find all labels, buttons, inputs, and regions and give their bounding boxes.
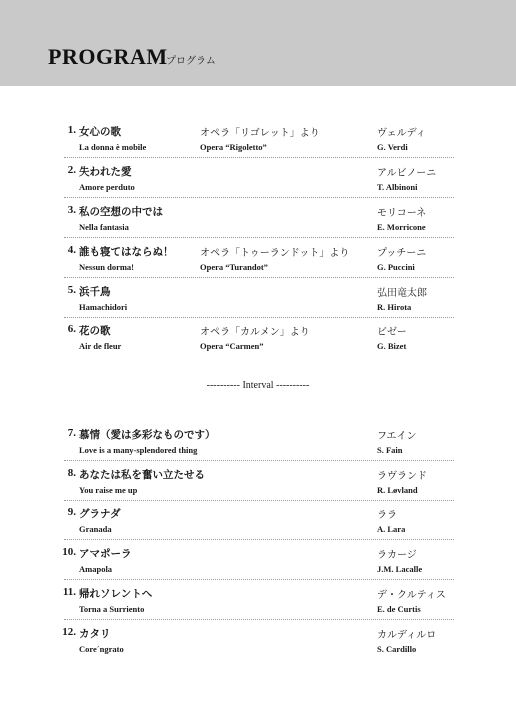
song-title-en: Air de fleur xyxy=(79,341,122,351)
item-separator xyxy=(64,539,454,540)
program-item xyxy=(0,427,516,461)
song-title-en: Hamachidori xyxy=(79,302,128,312)
song-title-jp: 誰も寝てはならぬ！ xyxy=(79,246,174,258)
composer-en: J.M. Lacalle xyxy=(377,564,423,574)
header-band xyxy=(0,0,516,86)
program-item xyxy=(0,204,516,238)
composer-jp: カルディルロ xyxy=(377,630,437,641)
item-separator xyxy=(64,197,454,198)
song-title-jp: あなたは私を奮い立たせる xyxy=(79,469,205,481)
program-item xyxy=(0,626,516,660)
page-title: PROGRAM xyxy=(48,44,168,69)
item-number: 10. xyxy=(62,546,76,558)
composer-en: E. de Curtis xyxy=(377,604,421,614)
composer-en: G. Puccini xyxy=(377,262,415,272)
song-title-en: Granada xyxy=(79,524,112,534)
composer-en: S. Cardillo xyxy=(377,644,417,654)
composer-jp: ラカージ xyxy=(377,550,417,561)
opera-source-jp: オペラ「トゥーランドット」より xyxy=(200,248,350,259)
item-separator xyxy=(64,317,454,318)
item-number: 1. xyxy=(67,124,76,136)
opera-source-jp: オペラ「カルメン」より xyxy=(200,327,310,338)
program-item xyxy=(0,323,516,357)
song-title-en: Amore perduto xyxy=(79,182,135,192)
opera-source-jp: オペラ「リゴレット」より xyxy=(200,128,320,139)
song-title-jp: 花の歌 xyxy=(79,325,111,337)
composer-jp: デ・クルティス xyxy=(377,590,446,601)
program-item xyxy=(0,506,516,540)
composer-en: G. Verdi xyxy=(377,142,408,152)
program-item xyxy=(0,244,516,278)
item-number: 3. xyxy=(67,204,76,216)
item-separator xyxy=(64,460,454,461)
song-title-en: Core´ngrato xyxy=(79,644,124,654)
program-item xyxy=(0,467,516,501)
composer-jp: アルビノーニ xyxy=(377,168,437,179)
song-title-jp: グラナダ xyxy=(79,508,121,520)
composer-en: E. Morricone xyxy=(377,222,426,232)
song-title-jp: 慕情（愛は多彩なものです） xyxy=(79,429,216,441)
song-title-jp: 帰れソレントへ xyxy=(79,588,153,600)
item-separator xyxy=(64,157,454,158)
item-number: 7. xyxy=(67,427,76,439)
item-number: 12. xyxy=(62,626,76,638)
song-title-jp: 失われた愛 xyxy=(79,166,132,178)
item-separator xyxy=(64,579,454,580)
composer-en: R. Løvland xyxy=(377,485,418,495)
composer-jp: 弘田竜太郎 xyxy=(377,288,427,299)
song-title-en: Nessun dorma! xyxy=(79,262,135,272)
item-number: 6. xyxy=(67,323,76,335)
item-separator xyxy=(64,619,454,620)
item-number: 5. xyxy=(67,284,76,296)
song-title-en: Amapola xyxy=(79,564,113,574)
song-title-en: You raise me up xyxy=(79,485,138,495)
song-title-en: La donna è mobile xyxy=(79,142,147,152)
song-title-jp: カタリ xyxy=(79,628,111,640)
composer-jp: ビゼー xyxy=(377,327,407,338)
opera-source-en: Opera “Rigoletto” xyxy=(200,142,267,152)
interval-divider: ---------- Interval ---------- xyxy=(206,380,310,391)
program-item xyxy=(0,586,516,620)
opera-source-en: Opera “Carmen” xyxy=(200,341,264,351)
composer-jp: ララ xyxy=(377,510,397,521)
composer-en: R. Hirota xyxy=(377,302,412,312)
program-item xyxy=(0,284,516,318)
song-title-jp: 私の空想の中では xyxy=(79,206,163,218)
opera-source-en: Opera “Turandot” xyxy=(200,262,268,272)
page-subtitle: プログラム xyxy=(166,56,216,67)
program-item xyxy=(0,164,516,198)
program-item xyxy=(0,124,516,158)
composer-en: S. Fain xyxy=(377,445,403,455)
song-title-en: Love is a many-splendored thing xyxy=(79,445,198,455)
item-number: 2. xyxy=(67,164,76,176)
item-number: 8. xyxy=(67,467,76,479)
item-separator xyxy=(64,277,454,278)
composer-en: G. Bizet xyxy=(377,341,407,351)
item-separator xyxy=(64,237,454,238)
item-number: 11. xyxy=(62,586,76,598)
composer-en: A. Lara xyxy=(377,524,406,534)
song-title-en: Nella fantasia xyxy=(79,222,129,232)
composer-en: T. Albinoni xyxy=(377,182,418,192)
composer-jp: プッチーニ xyxy=(377,248,427,259)
song-title-jp: 女心の歌 xyxy=(79,126,121,138)
composer-jp: モリコーネ xyxy=(377,208,427,219)
song-title-jp: 浜千鳥 xyxy=(79,286,111,298)
song-title-jp: アマポーラ xyxy=(79,548,132,560)
composer-jp: フエイン xyxy=(377,431,417,442)
program-item xyxy=(0,546,516,580)
item-number: 9. xyxy=(67,506,76,518)
song-title-en: Torna a Surriento xyxy=(79,604,145,614)
item-number: 4. xyxy=(67,244,76,256)
item-separator xyxy=(64,500,454,501)
composer-jp: ヴェルディ xyxy=(377,128,426,139)
composer-jp: ラヴランド xyxy=(377,471,427,482)
